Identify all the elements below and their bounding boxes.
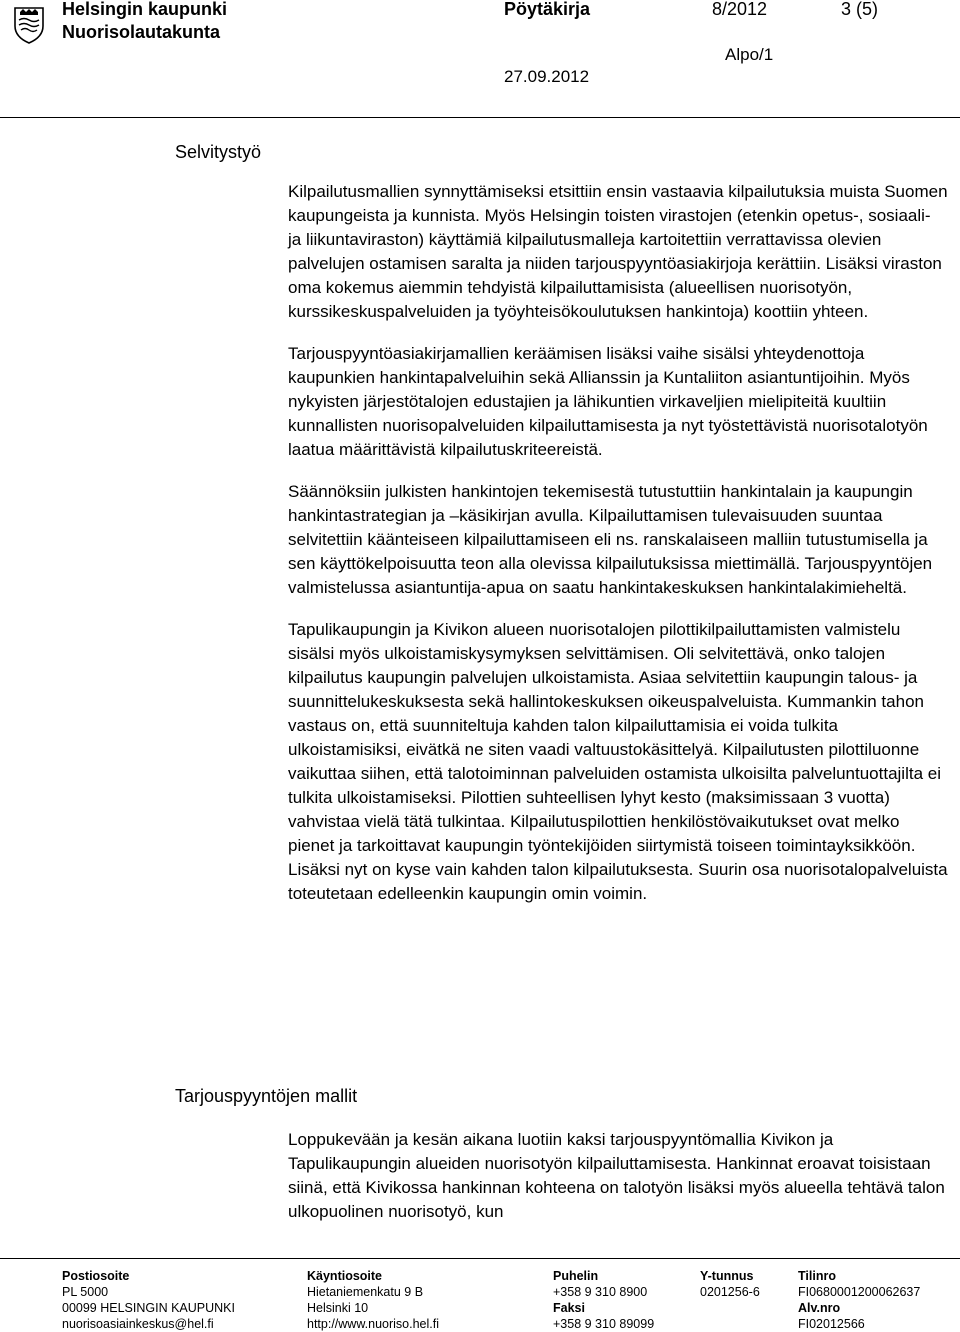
- header-divider: [0, 117, 960, 118]
- document-type: Pöytäkirja: [504, 0, 591, 19]
- page-number: 3 (5): [841, 0, 879, 19]
- body-text-tarjouspyynnot: [288, 1128, 948, 1242]
- footer-text: +358 9 310 8900: [553, 1285, 648, 1299]
- section-label-selvitystyo: Selvitystyö: [175, 142, 262, 162]
- footer-heading: Tilinro: [798, 1269, 836, 1283]
- footer-heading: Faksi: [553, 1301, 585, 1315]
- footer-heading: Postiosoite: [62, 1269, 130, 1283]
- footer-email-link[interactable]: nuorisoasiainkeskus@hel.fi: [62, 1317, 214, 1331]
- board-name: Nuorisolautakunta: [62, 22, 221, 42]
- paragraph: Loppukevään ja kesän aikana luotiin kaksi tarjouspyyntömallia Kivikon ja Tapulikaupungin alueiden nuorisotyön kilpailuttamisesta. Hankinnat eroavat toisistaan siinä, että Kivikossa hankinnan kohteena on talotyön lisäksi myös alueella tehtävä talon ulkopuolinen nuorisotyö, kun: [288, 1130, 945, 1221]
- footer-tilinro: [798, 1268, 920, 1332]
- footer-ytunnus: [700, 1268, 760, 1300]
- footer-kayntiosoite: [307, 1268, 439, 1332]
- footer-heading: Y-tunnus: [700, 1269, 754, 1283]
- paragraph: Säännöksiin julkisten hankintojen tekemisestä tutustuttiin hankintalain ja kaupungin hankintastrategian ja –käsikirjan avulla. Kilpailuttamisen tulevaisuuden suuntaa selvitettiin käänteiseen kilpailuttamiseen eli ns. ranskalaiseen malliin tutustumisella ja sen käyttökelpoisuutta teon alla olevissa kilpailutuksissa miettimällä. Tarjouspyyntöjen valmistelussa asiantuntija-apua on saatu hankintakeskuksen hankintalakimieheltä.: [288, 482, 933, 597]
- footer-website-link[interactable]: http://www.nuoriso.hel.fi: [307, 1317, 440, 1331]
- footer-heading: Käyntiosoite: [307, 1269, 383, 1283]
- body-text-selvitystyo: [288, 180, 948, 924]
- city-name: Helsingin kaupunki: [62, 0, 228, 19]
- section-label-tarjouspyyntojen-mallit: Tarjouspyyntöjen mallit: [175, 1086, 358, 1106]
- footer-text: 00099 HELSINGIN KAUPUNKI: [62, 1301, 235, 1315]
- footer-text: 0201256-6: [700, 1285, 760, 1299]
- paragraph: Kilpailutusmallien synnyttämiseksi etsittiin ensin vastaavia kilpailutuksia muista Suomen kaupungeista ja kunnista. Myös Helsingin toisten virastojen (etenkin opetus-, sosiaali- ja liikuntaviraston) käyttämiä kilpailutusmalleja kartoitettiin verrattavissa olevien palvelujen ostamisen saralta ja niiden tarjouspyyntöasiakirjoja kerättiin. Lisäksi viraston oma kokemus aiemmin tehdyistä kilpailuttamisista (alueellisen nuorisotyön, kurssikeskuspalveluiden ja työyhteisökoulutuksen hankintoja) koottiin yhteen.: [288, 182, 948, 321]
- footer-text: FI0680001200062637: [798, 1285, 921, 1299]
- meeting-date: 27.09.2012: [504, 67, 590, 86]
- paragraph: Tapulikaupungin ja Kivikon alueen nuorisotalojen pilottikilpailuttamisten valmistelu sisälsi myös ulkoistamiskysymyksen selvittämisen. Oli selvitettävä, onko talojen kilpailutus kaupungin palvelujen ulkoistamista. Asiaa selvitettiin kaupungin talous- ja suunnittelukeskuksesta sekä hallintokeskuksen oikeuspalveluista. Kummankin tahon vastaus on, että suunniteltuja kahden talon kilpailuttamisia ei voida tulkita ulkoistamisiksi, eivätkä ne siten vaadi valtuustokäsittelyä. Kilpailutusten pilottiluonne vaikuttaa siihen, että talotoiminnan palveluiden ostamista ulkoisilta palveluntuottajilta ei tulkita ulkoistamiseksi. Pilottien suhteellisen lyhyt kesto (maksimissaan 3 vuotta) vahvistaa vielä tätä tulkintaa. Kilpailutuspilottien henkilöstövaikutukset ovat melko pienet ja tarkoittavat kaupungin työntekijöiden siirtymistä toiseen toimintayksikköön. Lisäksi nyt on kyse vain kahden talon kilpailutuksesta. Suurin osa nuorisotalopalveluista toteutetaan edelleenkin kaupungin omin voimin.: [288, 620, 948, 903]
- footer-puhelin: [553, 1268, 654, 1332]
- agenda-item: Alpo/1: [725, 45, 774, 64]
- footer-heading: Puhelin: [553, 1269, 599, 1283]
- footer-text: PL 5000: [62, 1285, 109, 1299]
- document-number: 8/2012: [712, 0, 768, 19]
- helsinki-crest-logo: [12, 6, 46, 44]
- footer-postiosoite: [62, 1268, 235, 1332]
- footer-heading: Alv.nro: [798, 1301, 841, 1315]
- paragraph: Tarjouspyyntöasiakirjamallien keräämisen lisäksi vaihe sisälsi yhteydenottoja kaupunkien hankintapalveluihin sekä Allianssin ja Kuntaliiton asiantuntijoihin. Myös nykyisten järjestötalojen edustajien ja lähikuntien virkaveljien mielipiteitä kuultiin kunnallisten nuorisopalveluiden kilpailuttamisesta ja nyt työstettävistä nuorisotalotyön laatua määrittävistä kilpailutuskriteereistä.: [288, 344, 928, 459]
- footer-text: +358 9 310 89099: [553, 1317, 655, 1331]
- footer-text: Helsinki 10: [307, 1301, 369, 1315]
- footer-text: Hietaniemenkatu 9 B: [307, 1285, 424, 1299]
- footer-text: FI02012566: [798, 1317, 865, 1331]
- footer-divider: [0, 1258, 960, 1259]
